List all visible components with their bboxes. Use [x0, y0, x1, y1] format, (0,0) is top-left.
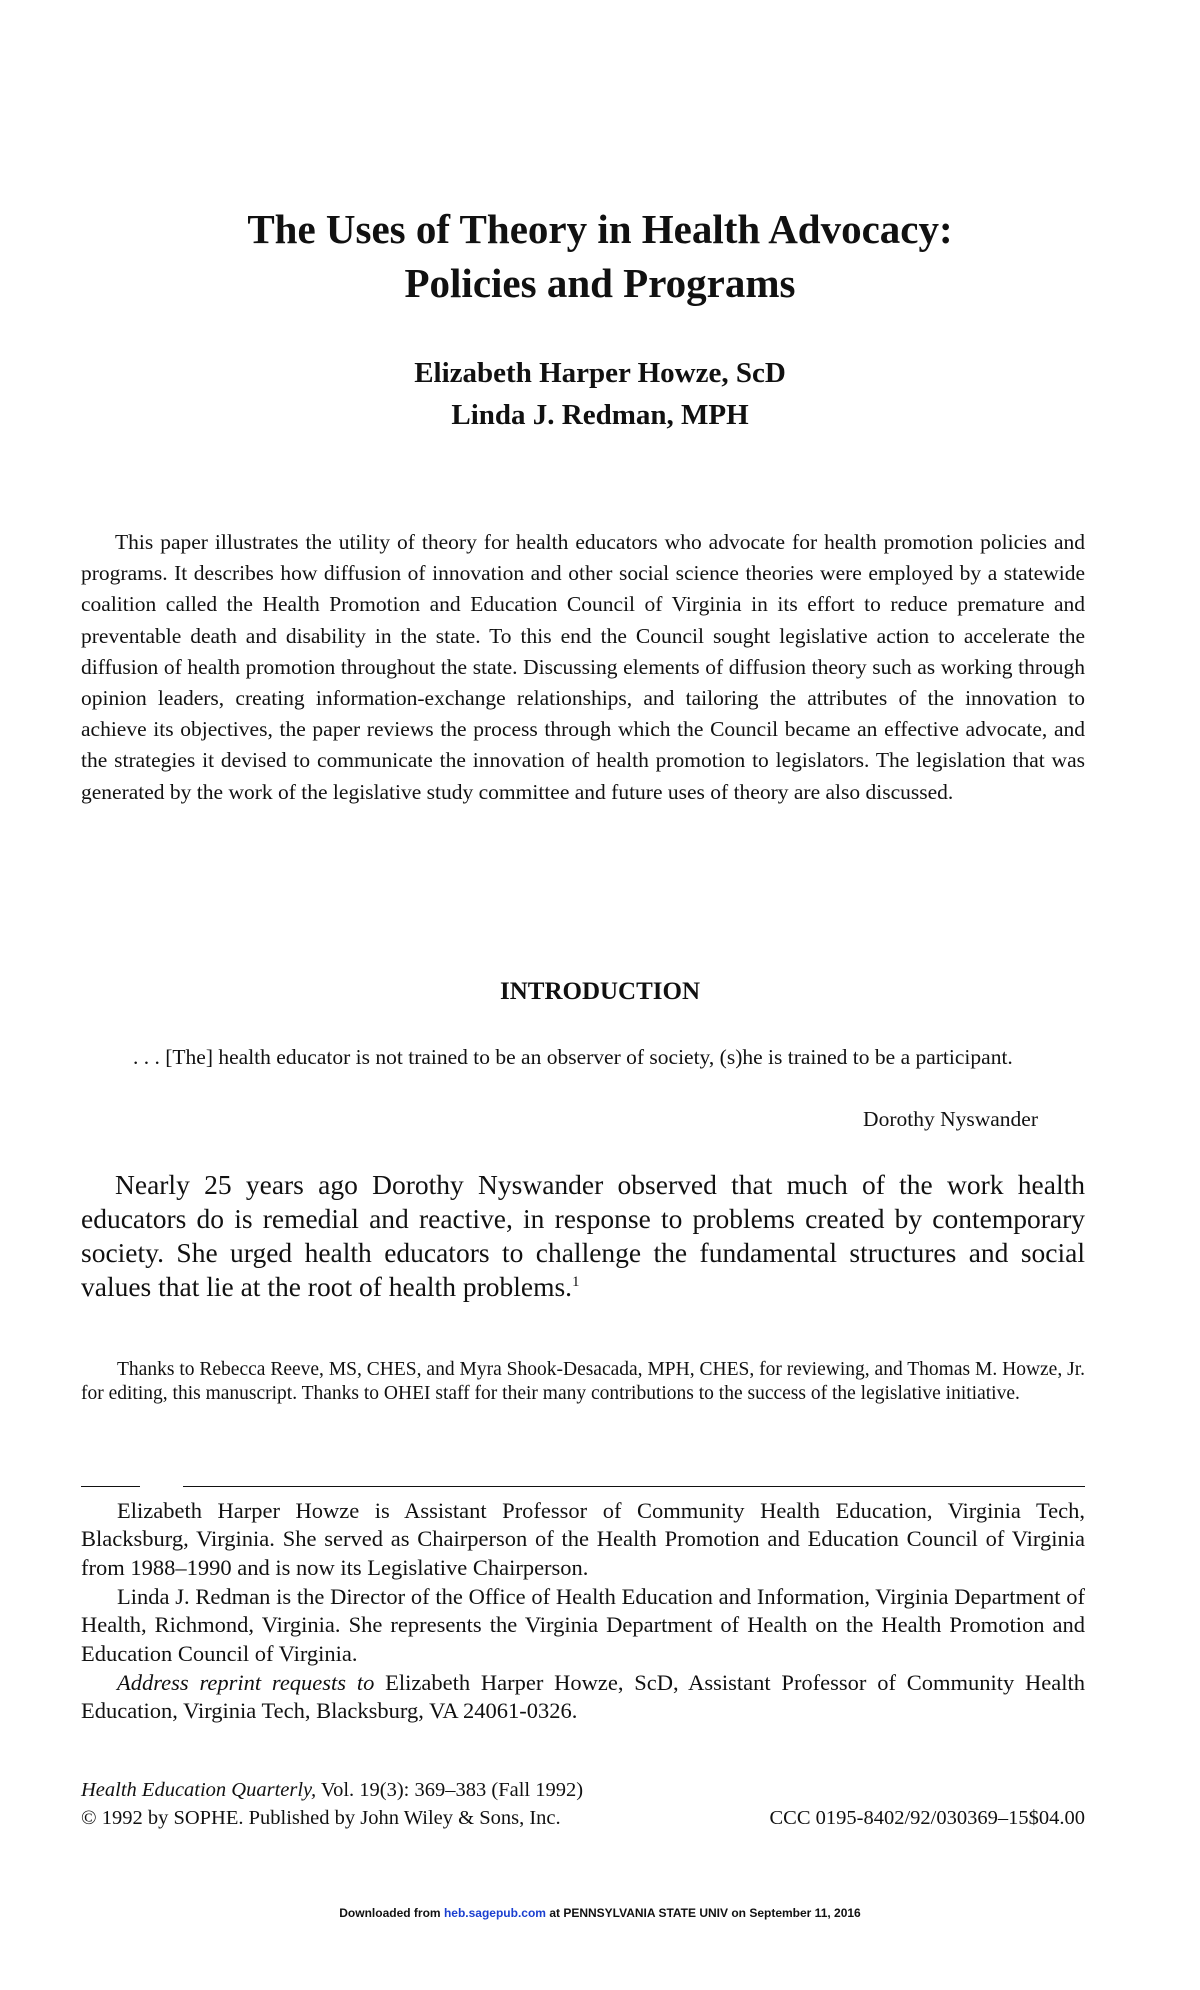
footnote-divider-short	[81, 1486, 140, 1487]
copyright-text: © 1992 by SOPHE. Published by John Wiley & Sons, Inc.	[81, 1807, 561, 1829]
footnote-reference[interactable]: 1	[572, 1273, 580, 1290]
title-line-1: The Uses of Theory in Health Advocacy:	[247, 206, 953, 252]
bio-howze: Elizabeth Harper Howze is Assistant Professor of Community Health Education, Virginia Tech, Blacksburg, Virginia. She served as Chairperson of the Health Promotion and Education Council of Virginia from 1988–1990 and is now its Legislative Chairperson.	[81, 1498, 1085, 1580]
reprint-text: Elizabeth Harper Howze, ScD, Assistant Professor of Community Health Education, Virginia Tech, Blacksburg, VA 24061-0326.	[81, 1670, 1085, 1724]
download-link[interactable]: heb.sagepub.com	[443, 1906, 546, 1920]
intro-paragraph-text: Nearly 25 years ago Dorothy Nyswander observed that much of the work health educators do is remedial and reactive, in response to problems created by contemporary society. She urged health educators to challenge the fundamental structures and social values that lie at the root of health problems.	[81, 1169, 1085, 1302]
download-notice	[100, 1905, 1100, 1921]
article-title	[100, 202, 1100, 310]
reprint-label: Address reprint requests to	[117, 1670, 375, 1695]
download-suffix: at PENNSYLVANIA STATE UNIV on September 11, 2016	[549, 1906, 861, 1920]
author-redman: Linda J. Redman, MPH	[451, 399, 749, 431]
author-list	[100, 352, 1100, 436]
epigraph-author: Dorothy Nyswander	[863, 1107, 1038, 1131]
abstract: This paper illustrates the utility of theory for health educators who advocate for health promotion policies and programs. It describes how diffusion of innovation and other social science theories were employed by a statewide coalition called the Health Promotion and Education Council of Virginia in its effort to reduce premature and preventable death and disability in the state. To this end the Council sought legislative action to accelerate the diffusion of health promotion throughout the state. Discussing elements of diffusion theory such as working through opinion leaders, creating information-exchange relationships, and tailoring the attributes of the innovation to achieve its objectives, the paper reviews the process through which the Council became an effective advocate, and the strategies it devised to communicate the innovation of health promotion to legislators. The legislation that was generated by the work of the legislative study committee and future uses of theory are also discussed.	[81, 530, 1085, 804]
author-howze: Elizabeth Harper Howze, ScD	[414, 357, 786, 389]
journal-name: Health Education Quarterly,	[81, 1779, 317, 1801]
footnote-divider-long	[183, 1486, 1085, 1487]
section-heading-introduction: INTRODUCTION	[499, 978, 701, 1005]
copyright-line	[81, 1804, 1085, 1832]
download-prefix: Downloaded from	[339, 1906, 441, 1920]
epigraph-quote: . . . [The] health educator is not trained to be an observer of society, (s)he is trained to be a participant.	[133, 1045, 1013, 1069]
ccc-code: CCC 0195-8402/92/030369–15$04.00	[769, 1807, 1085, 1829]
acknowledgment-note: Thanks to Rebecca Reeve, MS, CHES, and Myra Shook-Desacada, MPH, CHES, for reviewing, and Thomas M. Howze, Jr. for editing, this manuscript. Thanks to OHEI staff for their many contributions to the success of the legislative initiative.	[81, 1359, 1085, 1404]
journal-details: Vol. 19(3): 369–383 (Fall 1992)	[320, 1779, 584, 1801]
bio-redman: Linda J. Redman is the Director of the Office of Health Education and Information, Virginia Department of Health, Richmond, Virginia. She represents the Virginia Department of Health on the Health Promotion and Education Council of Virginia.	[81, 1584, 1085, 1666]
journal-citation	[81, 1776, 1085, 1804]
title-line-2: Policies and Programs	[404, 260, 796, 306]
reprint-address	[81, 1669, 1085, 1726]
intro-paragraph	[81, 1168, 1085, 1304]
